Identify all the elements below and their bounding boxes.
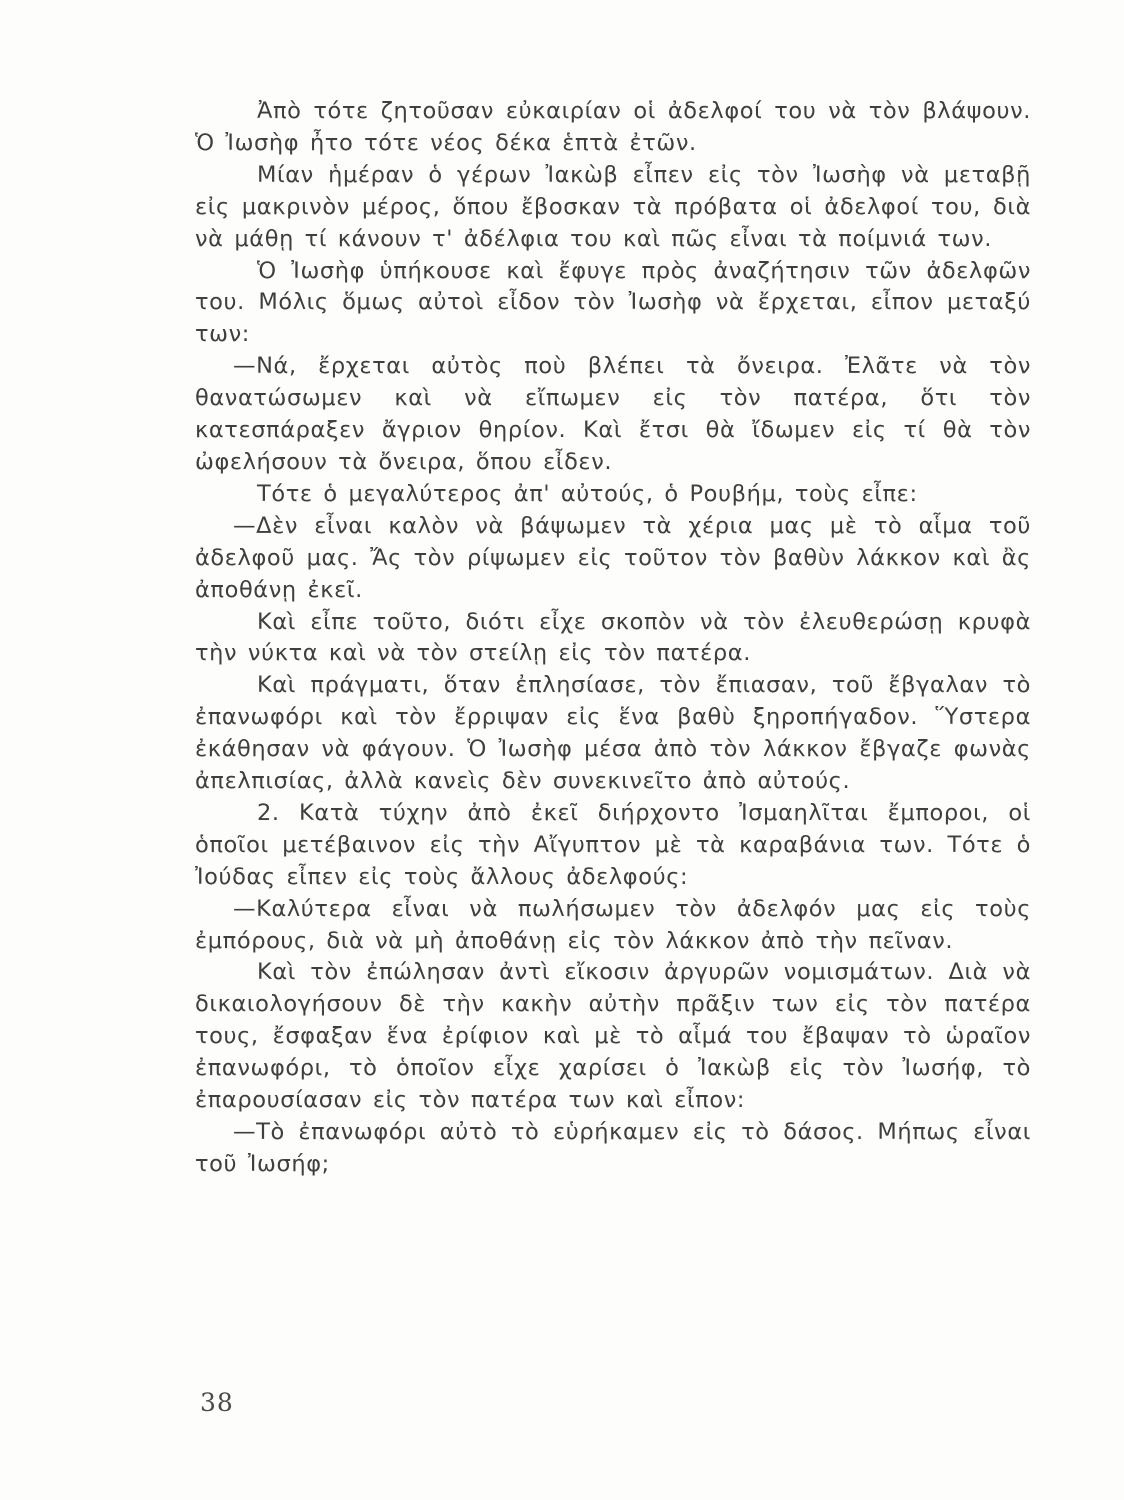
- paragraph: 2. Κατὰ τύχην ἀπὸ ἐκεῖ διήρχοντο Ἰσμαηλῖται ἔμποροι, οἱ ὁποῖοι μετέβαινον εἰς τὴν Αἴγυπτον μὲ τὰ καραβάνια των. Τότε ὁ Ἰούδας εἶπεν εἰς τοὺς ἄλλους ἀδελφούς:: [195, 799, 1031, 890]
- page-number: 38: [200, 1388, 234, 1417]
- paragraph: Καὶ εἶπε τοῦτο, διότι εἶχε σκοπὸν νὰ τὸν ἐλευθερώσῃ κρυφὰ τὴν νύκτα καὶ νὰ τὸν στείλῃ εἰς τὸν πατέρα.: [195, 608, 1031, 667]
- paragraph: Καὶ πράγματι, ὅταν ἐπλησίασε, τὸν ἔπιασαν, τοῦ ἔβγαλαν τὸ ἐπανωφόρι καὶ τὸν ἔρριψαν εἰς ἕνα βαθὺ ξηροπήγαδον. Ὕστερα ἐκάθησαν νὰ φάγουν. Ὁ Ἰωσὴφ μέσα ἀπὸ τὸν λάκκον ἔβγαζε φωνὰς ἀπελπισίας, ἀλλὰ κανεὶς δὲν συνεκινεῖτο ἀπὸ αὐτούς.: [195, 672, 1031, 795]
- paragraph: Τότε ὁ μεγαλύτερος ἀπ' αὐτούς, ὁ Ρουβήμ, τοὺς εἶπε:: [257, 480, 918, 507]
- paragraph: Ἀπὸ τότε ζητοῦσαν εὐκαιρίαν οἱ ἀδελφοί του νὰ τὸν βλάψουν. Ὁ Ἰωσὴφ ἦτο τότε νέος δέκα ἑπτὰ ἐτῶν.: [195, 98, 1031, 156]
- dialogue-paragraph: —Τὸ ἐπανωφόρι αὐτὸ τὸ εὑρήκαμεν εἰς τὸ δάσος. Μήπως εἶναι τοῦ Ἰωσήφ;: [195, 1119, 1031, 1177]
- dialogue-paragraph: —Καλύτερα εἶναι νὰ πωλήσωμεν τὸν ἀδελφόν μας εἰς τοὺς ἐμπόρους, διὰ νὰ μὴ ἀποθάνῃ εἰς τὸν λάκκον ἀπὸ τὴν πεῖναν.: [195, 895, 1031, 954]
- dialogue-paragraph: —Νά, ἔρχεται αὐτὸς ποὺ βλέπει τὰ ὄνειρα. Ἐλᾶτε νὰ τὸν θανατώσωμεν καὶ νὰ εἴπωμεν εἰς τὸν πατέρα, ὅτι τὸν κατεσπάραξεν ἄγριον θηρίον. Καὶ ἔτσι θὰ ἴδωμεν εἰς τί θὰ τὸν ὠφελήσουν τὰ ὄνειρα, ὅπου εἶδεν.: [195, 353, 1031, 475]
- body-text: [195, 96, 1031, 1181]
- dialogue-paragraph: —Δὲν εἶναι καλὸν νὰ βάψωμεν τὰ χέρια μας μὲ τὸ αἷμα τοῦ ἀδελφοῦ μας. Ἄς τὸν ρίψωμεν εἰς τοῦτον τὸν βαθὺν λάκκον καὶ ἂς ἀποθάνῃ ἐκεῖ.: [195, 512, 1031, 603]
- paragraph: Μίαν ἡμέραν ὁ γέρων Ἰακὼβ εἶπεν εἰς τὸν Ἰωσὴφ νὰ μεταβῇ εἰς μακρινὸν μέρος, ὅπου ἔβοσκαν τὰ πρόβατα οἱ ἀδελφοί του, διὰ νὰ μάθῃ τί κάνουν τ' ἀδέλφια του καὶ πῶς εἶναι τὰ ποίμνιά των.: [195, 161, 1031, 252]
- paragraph: Ὁ Ἰωσὴφ ὑπήκουσε καὶ ἔφυγε πρὸς ἀναζήτησιν τῶν ἀδελφῶν του. Μόλις ὅμως αὐτοὶ εἶδον τὸν Ἰωσὴφ νὰ ἔρχεται, εἶπον μεταξύ των:: [195, 257, 1031, 348]
- paragraph: Καὶ τὸν ἐπώλησαν ἀντὶ εἴκοσιν ἀργυρῶν νομισμάτων. Διὰ νὰ δικαιολογήσουν δὲ τὴν κακὴν αὐτὴν πρᾶξιν των εἰς τὸν πατέρα τους, ἔσφαξαν ἕνα ἐρίφιον καὶ μὲ τὸ αἷμά του ἔβαψαν τὸ ὡραῖον ἐπανωφόρι, τὸ ὁποῖον εἶχε χαρίσει ὁ Ἰακὼβ εἰς τὸν Ἰωσήφ, τὸ ἐπαρουσίασαν εἰς τὸν πατέρα των καὶ εἶπον:: [195, 959, 1031, 1114]
